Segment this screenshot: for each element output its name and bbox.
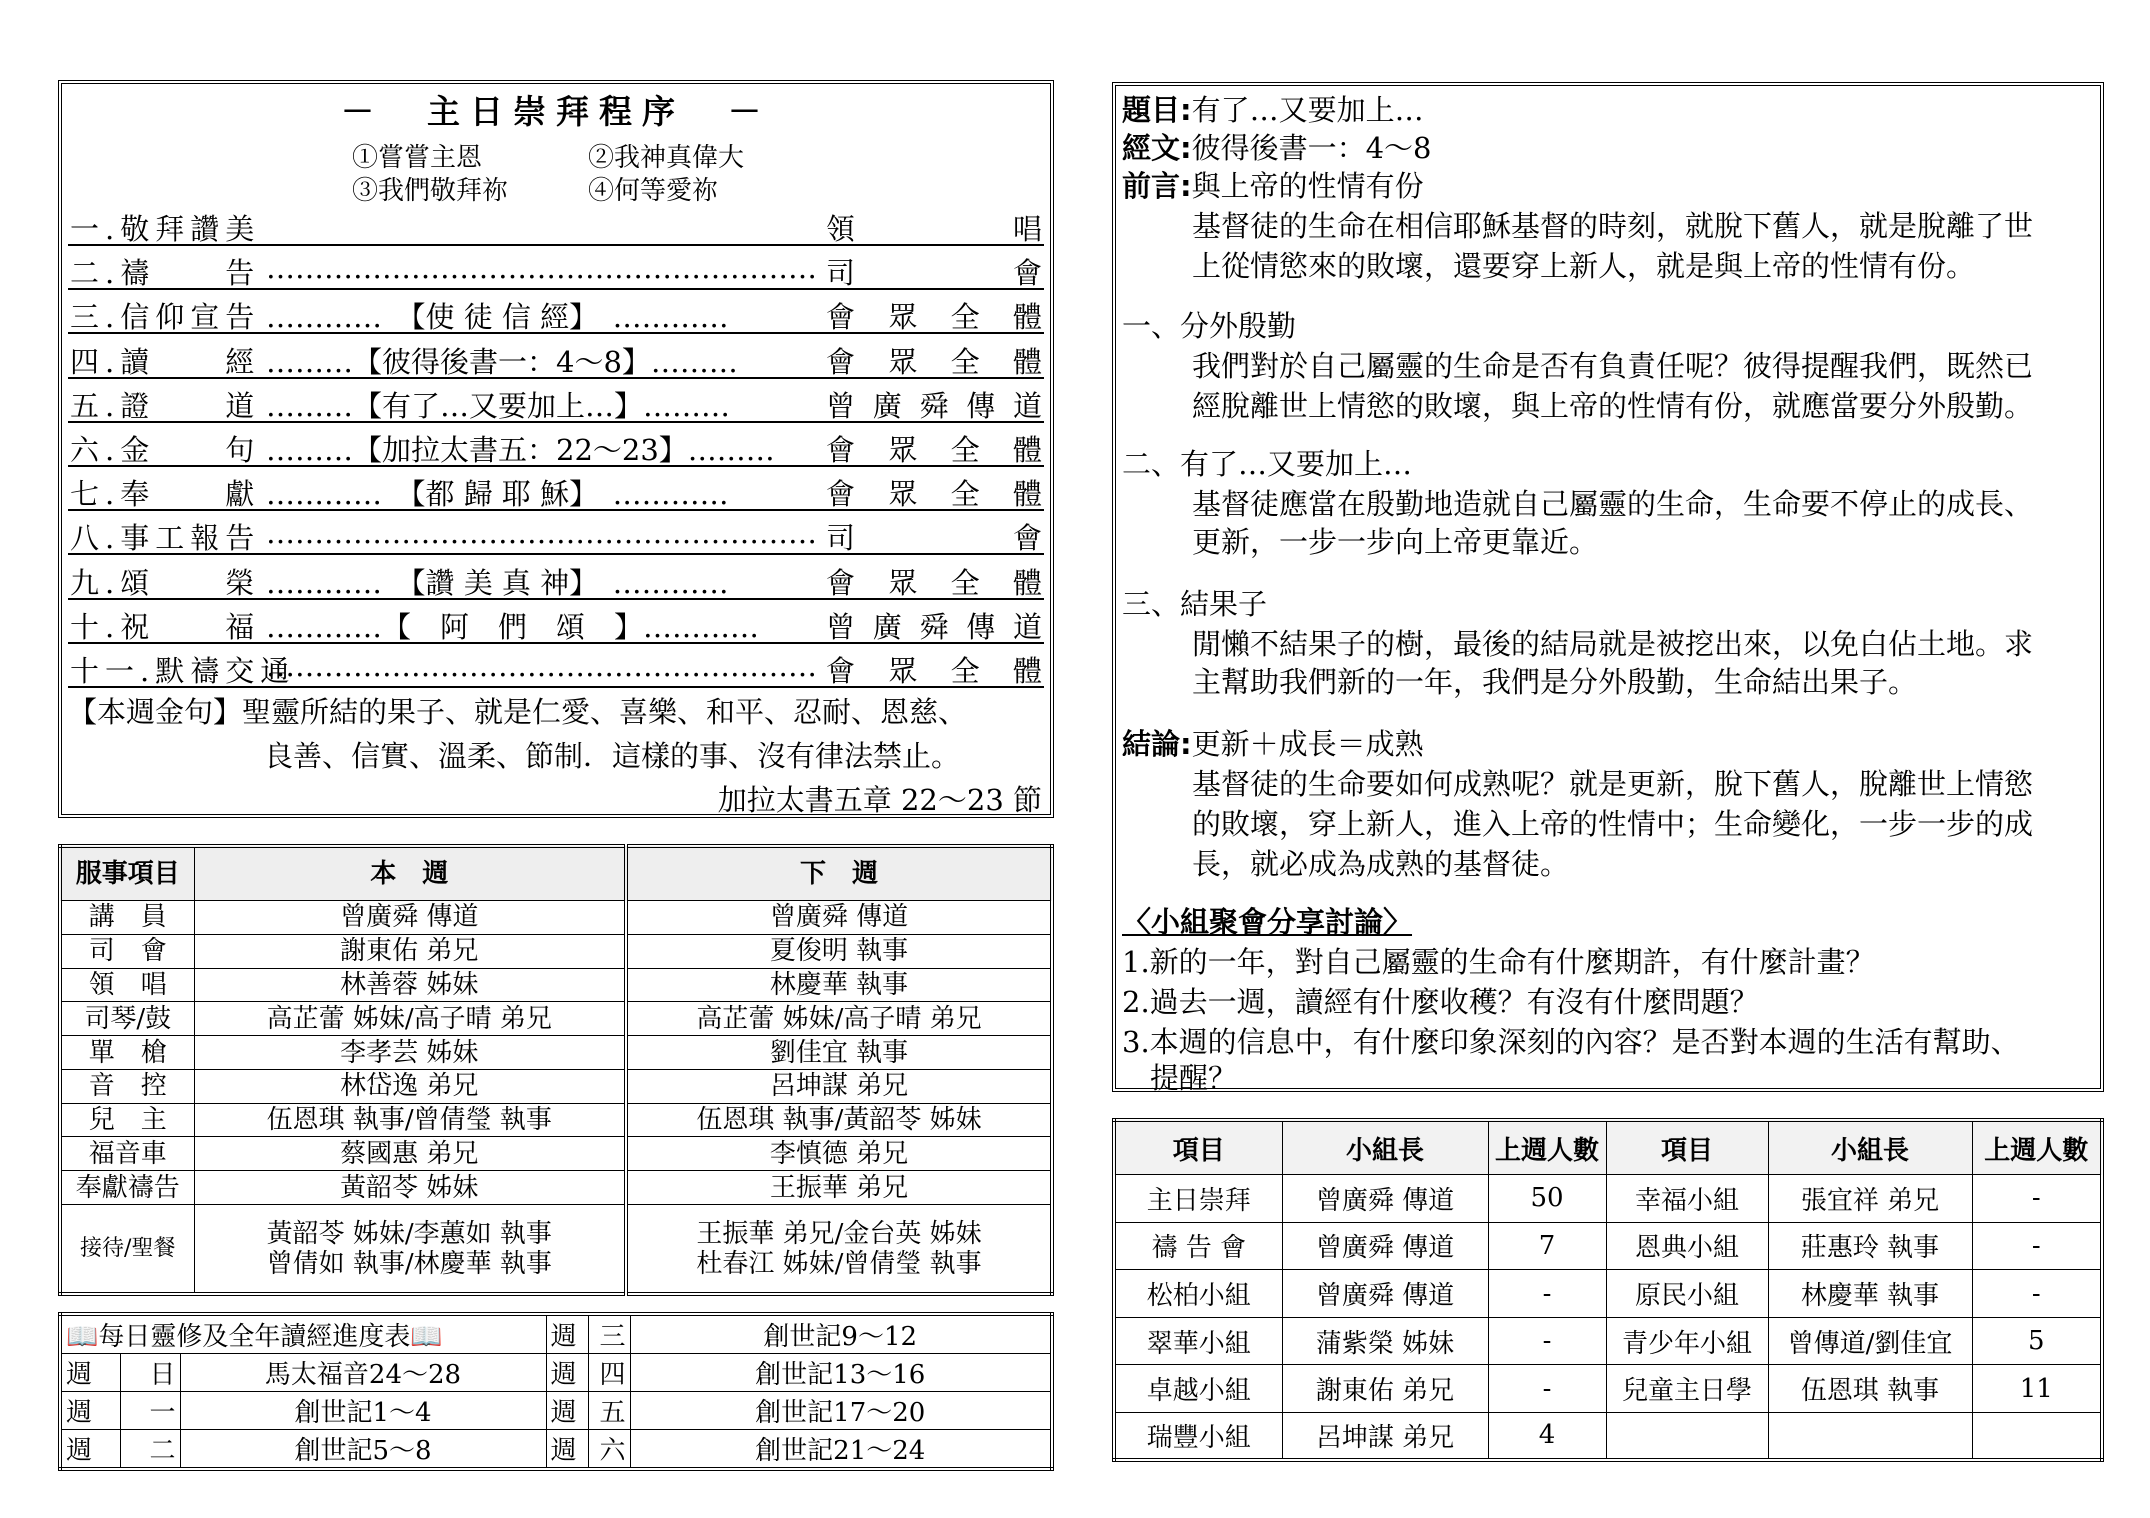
table-row [60,1002,1052,1036]
table-cell: 青少年小組 [1606,1317,1768,1365]
table-cell: 翠華小組 [1114,1317,1282,1365]
table-cell: 11 [1972,1365,2102,1413]
table-cell: - [1972,1270,2102,1318]
column-header: 上週人數 [1488,1120,1606,1175]
table-cell: 李慎德 弟兄 [626,1137,1052,1171]
cell-line: 黃韶苓 姊妹/李蕙如 執事 [266,1218,552,1249]
table-cell: 週 [546,1314,588,1354]
program-row [68,556,1044,600]
paragraph-line: 基督徒的生命要如何成熟呢？就是更新，脫下舊人，脫離世上情慾 [1192,767,2034,801]
table-cell [1606,1412,1768,1460]
program-row [68,379,1044,423]
table-cell: 林岱逸 弟兄 [194,1069,626,1103]
program-item: 十一.默禱交通 [70,654,296,688]
table-cell: 謝東佑 弟兄 [1282,1365,1488,1413]
table-cell: 單 槍 [60,1036,194,1070]
program-who: 會眾全體 [826,433,1042,467]
table-cell: 曾廣舜 傳道 [1282,1270,1488,1318]
section-heading: 二、有了…又要加上… [1122,447,1413,481]
table-cell: 林慶華 執事 [1768,1270,1972,1318]
program-who: 會眾全體 [826,477,1042,512]
table-cell: 接待/聖餐 [60,1205,194,1294]
table-cell: - [1488,1270,1606,1318]
program-item: 十.祝 福 [70,609,261,644]
table-cell: 曾廣舜 傳道 [1282,1222,1488,1270]
discussion-question: 3.本週的信息中，有什麼印象深刻的內容？是否對本週的生活有幫助、 [1122,1025,2020,1059]
table-cell: 週 [60,1354,120,1392]
column-header: 小組長 [1282,1120,1488,1175]
table-cell: 二 [120,1430,180,1470]
table-cell: 創世記13～16 [630,1354,1052,1392]
table-cell: 週 [546,1430,588,1470]
table-row [60,1392,1052,1430]
table-cell: 一 [120,1392,180,1430]
table-row [60,968,1052,1002]
table-cell: 伍恩琪 執事 [1768,1365,1972,1413]
worship-program [58,80,1054,818]
program-row [68,202,1044,246]
table-cell: 伍恩琪 執事/曾倩瑩 執事 [194,1103,626,1137]
table-cell: 夏俊明 執事 [626,934,1052,968]
table-header-row [1114,1120,2102,1175]
intro-label: 前言: [1122,169,1192,203]
table-cell: 劉佳宜 執事 [626,1036,1052,1070]
program-item: 九.頌 榮 [70,565,261,600]
table-cell: 奉獻禱告 [60,1171,194,1205]
program-who: 會眾全體 [826,654,1042,688]
table-cell: 莊惠玲 執事 [1768,1222,1972,1270]
program-row [68,423,1044,467]
table-cell: 週 [546,1392,588,1430]
table-cell: 蒲紫榮 姊妹 [1282,1317,1488,1365]
table-cell: 創世記17～20 [630,1392,1052,1430]
table-cell: 張宜祥 弟兄 [1768,1175,1972,1223]
table-cell: 曾廣舜 傳道 [194,901,626,935]
table-cell: 六 [588,1430,630,1470]
table-cell: 四 [588,1354,630,1392]
table-cell: 5 [1972,1317,2102,1365]
table-cell: 呂坤謀 弟兄 [1282,1412,1488,1460]
table-cell: - [1972,1175,2102,1223]
paragraph-line: 更新，一步一步向上帝更靠近。 [1192,525,1599,559]
table-cell [194,1205,626,1294]
program-row [68,467,1044,511]
program-item: 一.敬拜讚美 [70,212,261,246]
program-who: 會眾全體 [826,344,1042,379]
paragraph-line: 上從情慾來的敗壞，還要穿上新人，就是與上帝的性情有份。 [1192,249,1976,283]
table-cell [626,1205,1052,1294]
cell-line: 曾倩如 執事/林慶華 執事 [266,1248,552,1279]
table-cell: 恩典小組 [1606,1222,1768,1270]
program-mid: ………【加拉太書五：22～23】……… [266,433,775,467]
program-item: 四.讀 經 [70,344,261,379]
table-cell: 週 [60,1430,120,1470]
scripture-label: 經文: [1122,131,1192,165]
service-roster-table [58,844,1054,1296]
table-header-row [60,846,1052,901]
program-row [68,335,1044,379]
table-cell: 曾廣舜 傳道 [626,901,1052,935]
table-cell: 福音車 [60,1137,194,1171]
paragraph-line: 經脫離世上情慾的敗壞，與上帝的性情有份，就應當要分外殷勤。 [1192,389,2034,423]
cell-line: 王振華 弟兄/金台英 姊妹 [696,1218,982,1249]
conclusion-label: 結論: [1122,727,1192,761]
program-item: 二.禱 告 [70,256,261,291]
table-row [1114,1270,2102,1318]
song-item: ④何等愛祢 [588,176,719,206]
table-cell: 禱 告 會 [1114,1222,1282,1270]
verse-reference: 加拉太書五章 22～23 節 [717,783,1042,817]
table-cell: 司琴/鼓 [60,1002,194,1036]
table-cell: 李孝芸 姊妹 [194,1036,626,1070]
program-mid: ………… 【使 徒 信 經】 ………… [266,300,729,335]
program-mid: ………【彼得後書一：4～8】……… [266,344,738,379]
program-who: 領 唱 [826,212,1042,246]
table-cell: 主日崇拜 [1114,1175,1282,1223]
program-title: － 主日崇拜程序 － [341,92,771,131]
table-cell: 伍恩琪 執事/黃韶苓 姊妹 [626,1103,1052,1137]
table-cell: 曾傳道/劉佳宜 [1768,1317,1972,1365]
table-cell: 週 [60,1392,120,1430]
column-header: 項目 [1114,1120,1282,1175]
table-cell [1972,1412,2102,1460]
table-row [1114,1317,2102,1365]
sermon-topic: 有了…又要加上… [1191,93,1424,127]
table-cell: 講 員 [60,901,194,935]
table-cell: 兒童主日學 [1606,1365,1768,1413]
table-cell: 瑞豐小組 [1114,1412,1282,1460]
table-cell: 謝東佑 弟兄 [194,934,626,968]
discussion-question: 2.過去一週，讀經有什麼收穫？有沒有什麼問題？ [1122,985,1759,1019]
column-header: 項目 [1606,1120,1768,1175]
discussion-question: 1.新的一年，對自己屬靈的生命有什麼期許，有什麼計畫？ [1122,945,1875,979]
table-cell: 原民小組 [1606,1270,1768,1318]
table-row [1114,1175,2102,1223]
paragraph-line: 基督徒的生命在相信耶穌基督的時刻，就脫下舊人，就是脫離了世 [1192,209,2034,243]
table-cell: 週 [546,1354,588,1392]
table-cell: 松柏小組 [1114,1270,1282,1318]
table-row [60,1205,1052,1294]
table-row [1114,1412,2102,1460]
table-cell: 林慶華 執事 [626,968,1052,1002]
table-row [60,1314,1052,1354]
discussion-question: 提醒？ [1150,1061,1238,1095]
table-cell: - [1488,1317,1606,1365]
reading-schedule-table [58,1312,1054,1471]
program-row [68,290,1044,334]
table-cell: 創世記1～4 [180,1392,546,1430]
program-who: 曾廣舜傳道 [826,388,1042,423]
table-row [1114,1222,2102,1270]
program-who: 會眾全體 [826,565,1042,600]
program-who: 司 會 [826,256,1042,291]
table-cell: 創世記9～12 [630,1314,1052,1354]
program-row [68,511,1044,555]
table-cell: 呂坤謀 弟兄 [626,1069,1052,1103]
program-mid: ………………………………………………… [266,649,817,683]
sermon-scripture: 彼得後書一：4～8 [1191,131,1432,165]
sermon-intro: 與上帝的性情有份 [1191,169,1424,203]
section-heading: 三、結果子 [1122,587,1268,621]
table-cell: 創世記5～8 [180,1430,546,1470]
program-mid: ………… 【讚 美 真 神】 ………… [266,565,729,600]
program-mid: ………… 【都 歸 耶 穌】 ………… [266,477,729,512]
program-item: 七.奉 獻 [70,477,261,512]
table-row [60,1171,1052,1205]
column-header: 上週人數 [1972,1120,2102,1175]
table-row [60,1103,1052,1137]
table-cell: 兒 主 [60,1103,194,1137]
cell-line: 杜春江 姊妹/曾倩瑩 執事 [696,1248,982,1279]
program-item: 六.金 句 [70,433,261,467]
paragraph-line: 的敗壞，穿上新人，進入上帝的性情中；生命變化，一步一步的成 [1192,807,2034,841]
table-cell: - [1972,1222,2102,1270]
table-cell: 馬太福音24～28 [180,1354,546,1392]
song-list [352,142,824,208]
small-group-table [1112,1118,2104,1462]
table-cell: 音 控 [60,1069,194,1103]
column-header: 本 週 [194,846,626,901]
table-row [60,1069,1052,1103]
table-cell [1768,1412,1972,1460]
program-item: 五.證 道 [70,388,261,423]
program-who: 曾廣舜傳道 [826,609,1042,644]
section-heading: 一、分外殷勤 [1122,309,1297,343]
column-header: 服事項目 [60,846,194,901]
table-cell: 創世記21～24 [630,1430,1052,1470]
program-who: 會眾全體 [826,300,1042,335]
verse-line: 良善、信實、溫柔、節制．這樣的事、沒有律法禁止。 [264,739,961,773]
table-cell: 蔡國惠 弟兄 [194,1137,626,1171]
program-mid: ………………………………………………… [266,251,817,286]
program-item: 三.信仰宣告 [70,300,261,335]
program-item: 八.事工報告 [70,521,261,556]
table-cell: 黃韶苓 姊妹 [194,1171,626,1205]
table-row [60,901,1052,935]
program-row [68,600,1044,644]
sermon-outline [1112,82,2104,1095]
table-cell: 領 唱 [60,968,194,1002]
reading-title: 📖每日靈修及全年讀經進度表📖 [60,1314,546,1354]
table-cell: 王振華 弟兄 [626,1171,1052,1205]
song-item: ①嘗嘗主恩 [352,143,483,173]
program-row [68,246,1044,290]
table-cell: 司 會 [60,934,194,968]
paragraph-line: 主幫助我們新的一年，我們是分外殷勤，生命結出果子。 [1192,665,1918,699]
table-cell: 幸福小組 [1606,1175,1768,1223]
paragraph-line: 我們對於自己屬靈的生命是否有負責任呢？彼得提醒我們，既然已 [1192,349,2034,383]
table-row [60,1137,1052,1171]
verse-label: 【本週金句】 [68,695,243,729]
table-cell: 高芷蕾 姊妹/高子晴 弟兄 [626,1002,1052,1036]
program-who: 司 會 [826,521,1042,556]
table-cell: 三 [588,1314,630,1354]
table-cell: 卓越小組 [1114,1365,1282,1413]
weekly-verse [68,690,1044,822]
column-header: 下 週 [626,846,1052,901]
table-cell: 高芷蕾 姊妹/高子晴 弟兄 [194,1002,626,1036]
sermon-conclusion: 更新＋成長＝成熟 [1191,727,1424,761]
table-row [1114,1365,2102,1413]
paragraph-line: 閒懶不結果子的樹，最後的結局就是被挖出來，以免白佔土地。求 [1192,627,2034,661]
song-item: ③我們敬拜祢 [352,176,509,206]
table-cell: 曾廣舜 傳道 [1282,1175,1488,1223]
verse-line: 聖靈所結的果子、就是仁愛、喜樂、和平、忍耐、恩慈、 [242,695,968,729]
topic-label: 題目: [1122,93,1192,127]
table-cell: 7 [1488,1222,1606,1270]
paragraph-line: 基督徒應當在殷勤地造就自己屬靈的生命，生命要不停止的成長、 [1192,487,2034,521]
table-row [60,1036,1052,1070]
program-mid: ………………………………………………… [266,516,817,551]
discussion-title: 〈小組聚會分享討論〉 [1122,905,1413,939]
table-cell: 林善蓉 姊妹 [194,968,626,1002]
program-mid: …………【 阿 們 頌 】………… [266,609,760,644]
table-cell: 50 [1488,1175,1606,1223]
table-cell: 五 [588,1392,630,1430]
table-row [60,1354,1052,1392]
table-row [60,934,1052,968]
paragraph-line: 長，就必成為成熟的基督徒。 [1192,847,1570,881]
table-cell: 4 [1488,1412,1606,1460]
program-row [68,644,1044,688]
song-item: ②我神真偉大 [588,143,745,173]
table-cell: 日 [120,1354,180,1392]
program-mid: ………【有了…又要加上…】……… [266,388,731,423]
table-cell: - [1488,1365,1606,1413]
table-row [60,1430,1052,1470]
column-header: 小組長 [1768,1120,1972,1175]
